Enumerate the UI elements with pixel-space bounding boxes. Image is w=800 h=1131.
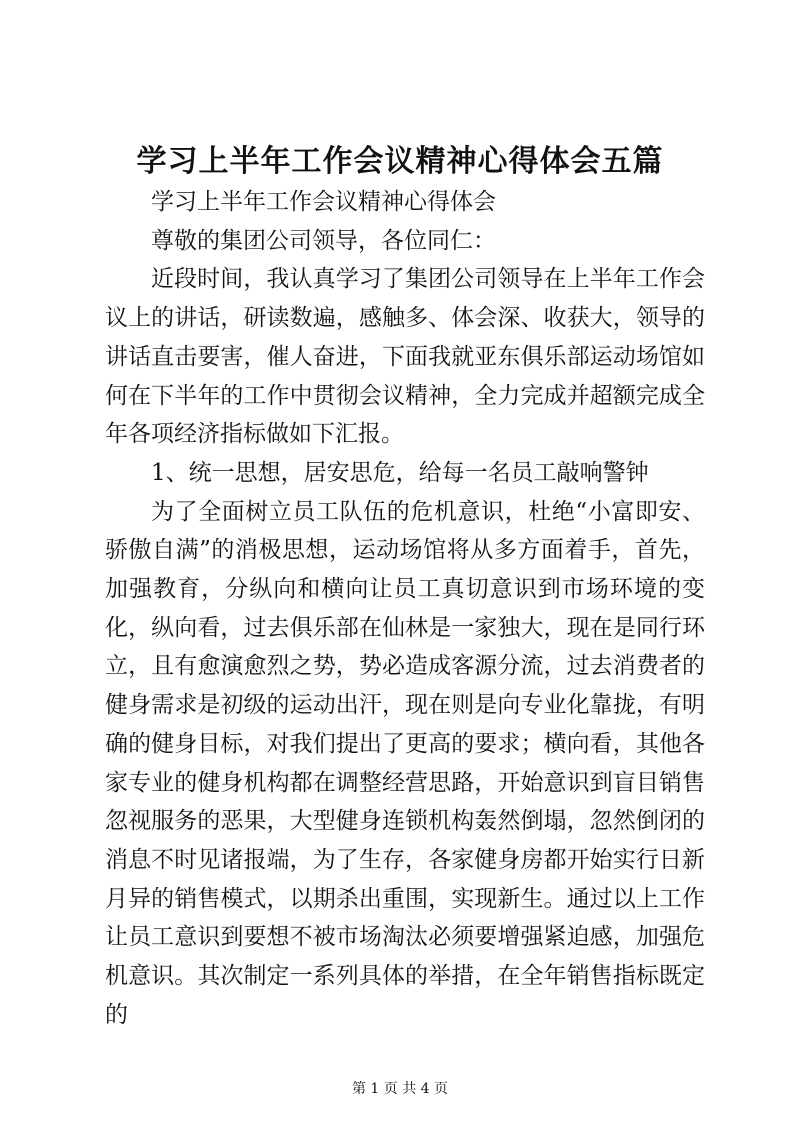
paragraph-section-1: 为了全面树立员工队伍的危机意识，杜绝“小富即安、骄傲自满”的消极思想，运动场馆将从多方面着手，首先，加强教育，分纵向和横向让员工真切意识到市场环境的变化，纵向看，过去俱乐部在仙林是一家独大，现在是同行环立，且有愈演愈烈之势，势必造成客源分流，过去消费者的健身需求是初级的运动出汗，现在则是向专业化靠拢，有明确的健身目标，对我们提出了更高的要求；横向看，其他各家专业的健身机构都在调整经营思路，开始意识到盲目销售忽视服务的恶果，大型健身连锁机构轰然倒塌，忽然倒闭的消息不时见诸报端，为了生存，各家健身房都开始实行日新月异的销售模式，以期杀出重围，实现新生。通过以上工作让员工意识到要想不被市场淘汰必须要增强紧迫感，加强危机意识。其次制定一系列具体的举措，在全年销售指标既定的	[105, 498, 705, 1028]
section-heading-1: 1、统一思想，居安思危，给每一名员工敲响警钟	[151, 459, 649, 486]
paragraph-salutation: 尊敬的集团公司领导，各位同仁：	[151, 227, 496, 254]
paragraph-subtitle: 学习上半年工作会议精神心得体会	[151, 189, 496, 215]
paragraph-intro: 近段时间，我认真学习了集团公司领导在上半年工作会议上的讲话，研读数遍，感触多、体会深、收获大，领导的讲话直击要害，催人奋进，下面我就亚东俱乐部运动场馆如何在下半年的工作中贯彻会议精神，全力完成并超额完成全年各项经济指标做如下汇报。	[105, 266, 705, 448]
document-title: 学习上半年工作会议精神心得体会五篇	[136, 144, 664, 179]
page-footer: 第 1 页 共 4 页	[351, 1081, 449, 1097]
document-body	[105, 183, 705, 1034]
